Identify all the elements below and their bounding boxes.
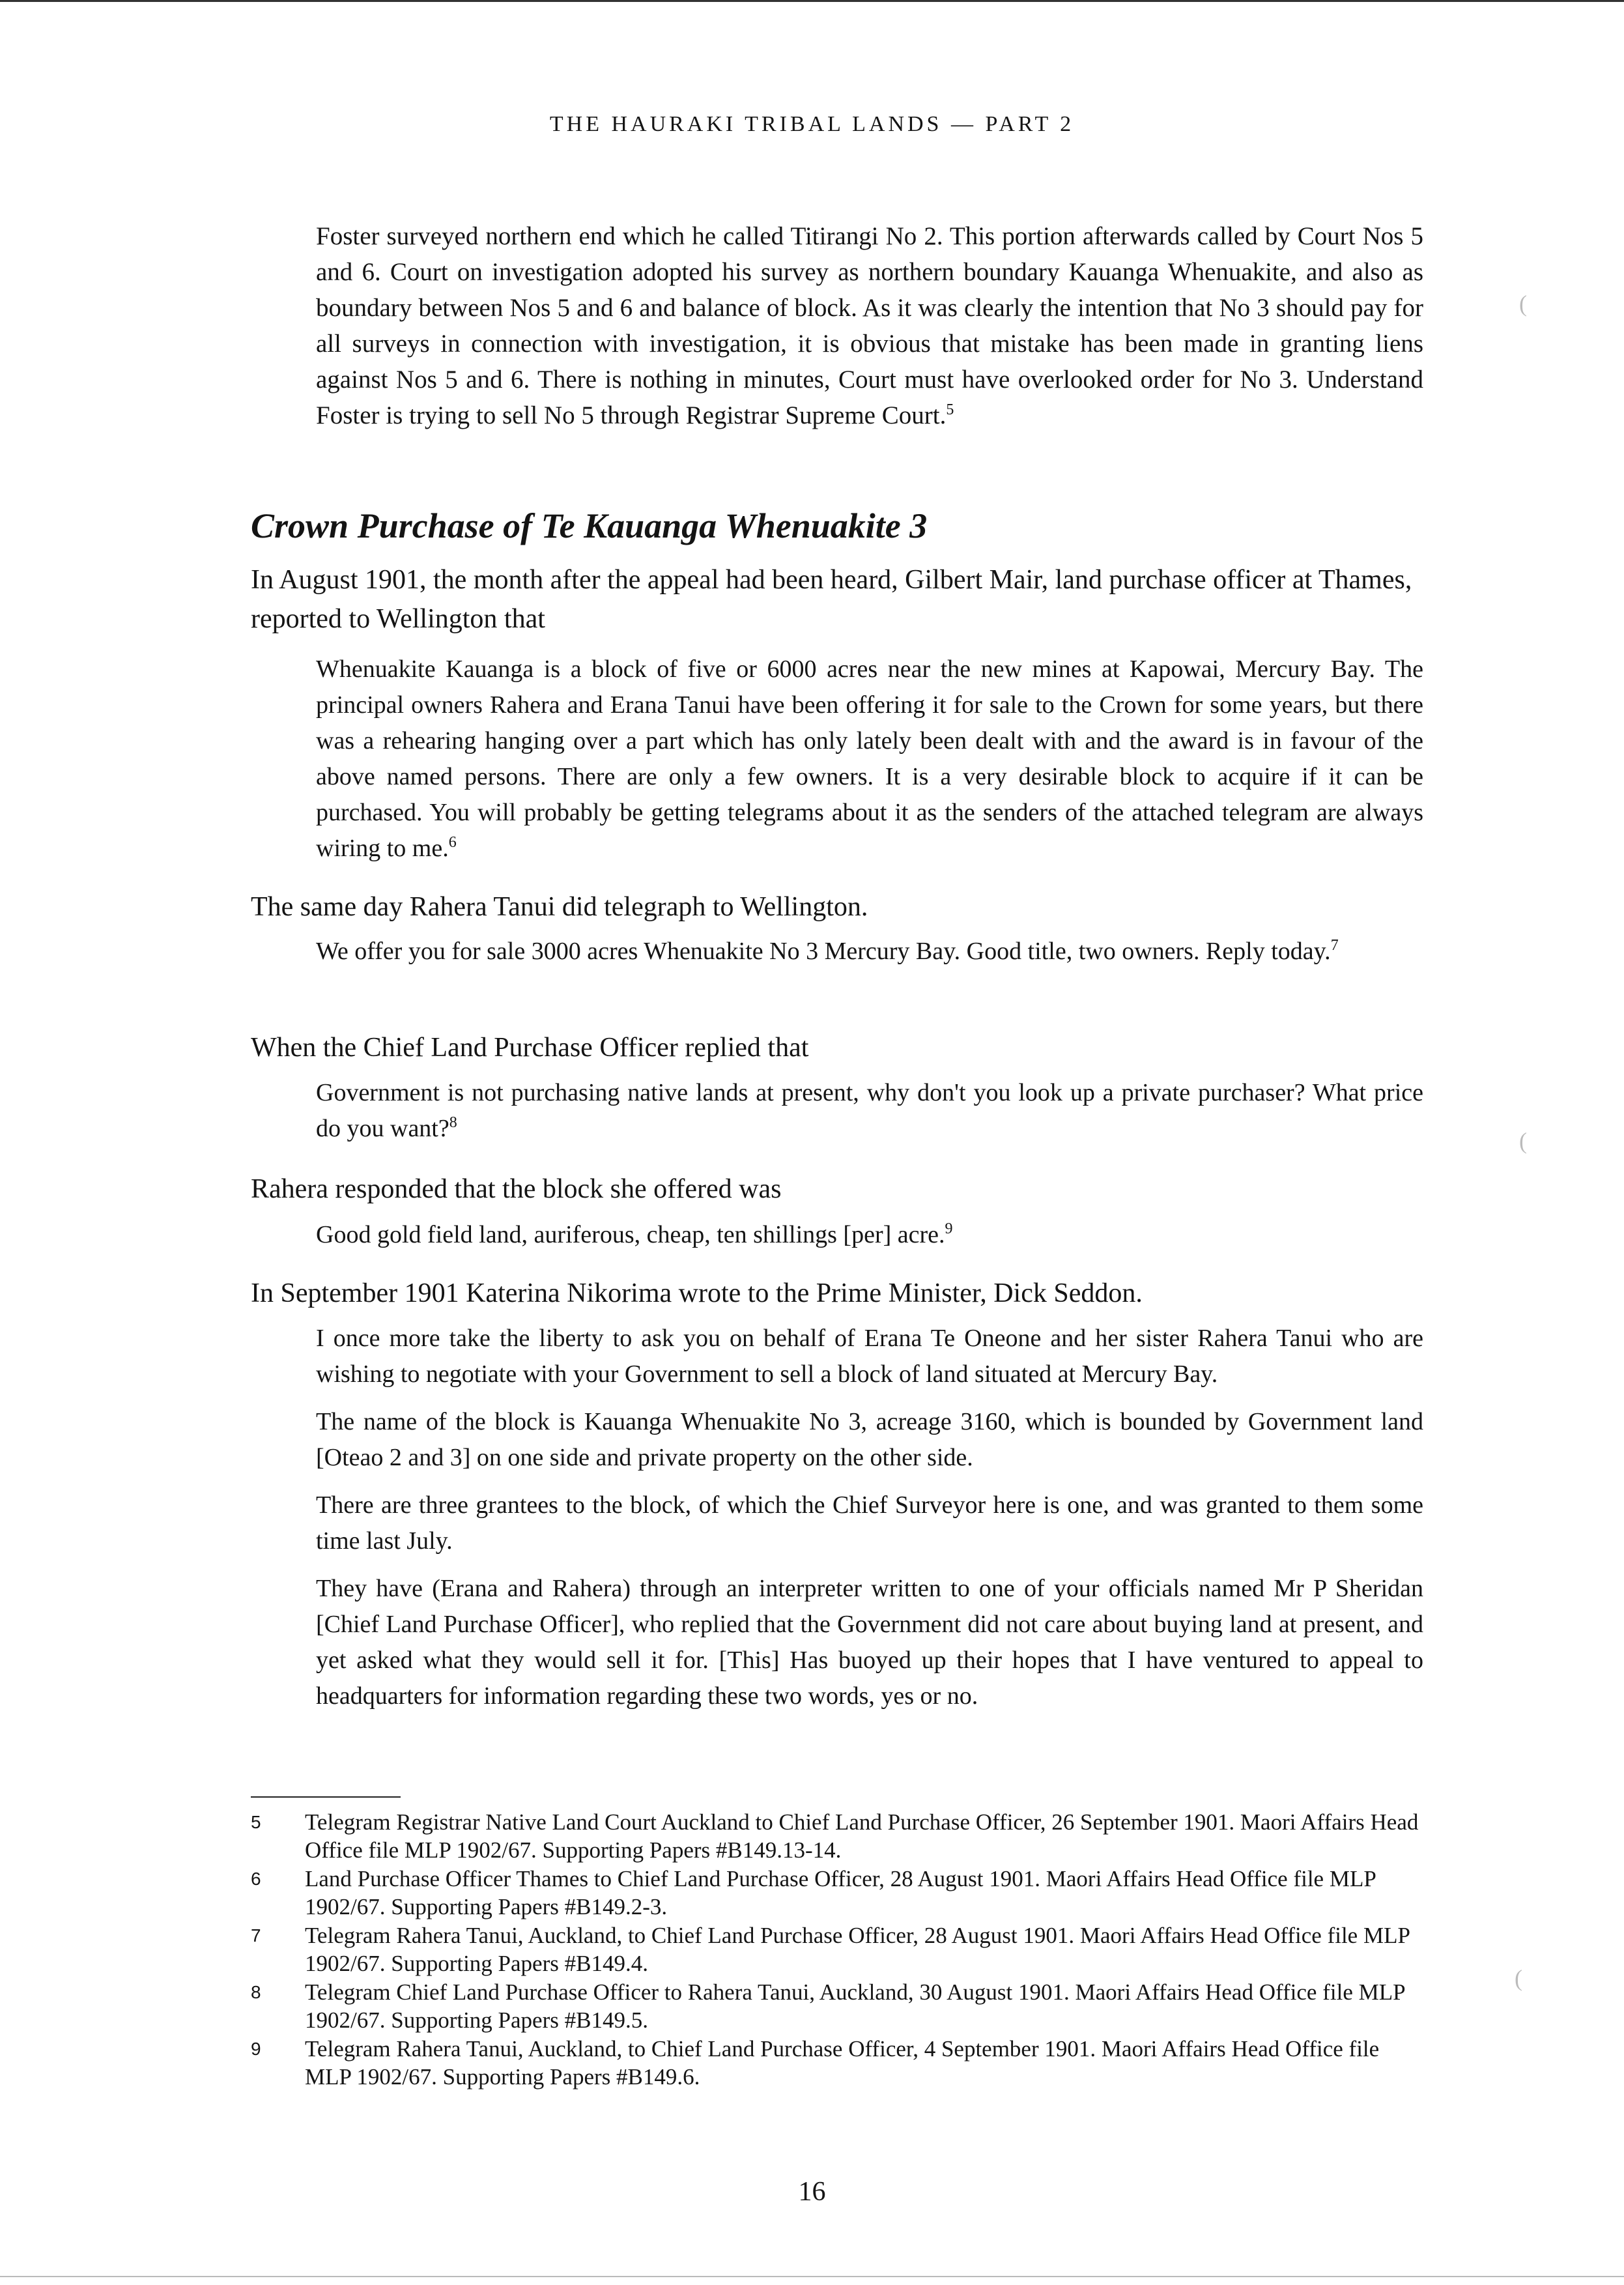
letter-quote-block — [251, 1321, 1423, 1726]
running-head: THE HAURAKI TRIBAL LANDS — PART 2 — [549, 112, 1075, 136]
footnote-text: Telegram Registrar Native Land Court Auckland to Chief Land Purchase Officer, 26 September 1901. Maori Affairs Head Office file MLP 1902/67. Supporting Papers #B149.13-14. — [305, 1809, 1419, 1863]
footnote-number: 7 — [251, 1925, 261, 1946]
letter-paragraph: I once more take the liberty to ask you on behalf of Erana Te Oneone and her sister Rahera Tanui who are wishing to negotiate with your Government to sell a block of land situated at Mercury Bay. — [316, 1325, 1423, 1388]
footnote-ref[interactable]: 9 — [945, 1220, 953, 1237]
paragraph-4 — [251, 1170, 1423, 1209]
footnote-ref[interactable]: 7 — [1330, 937, 1339, 954]
body-paragraph: Rahera responded that the block she offered was — [251, 1174, 782, 1204]
body-paragraph: When the Chief Land Purchase Officer replied that — [251, 1033, 809, 1063]
page-number: 16 — [798, 2177, 826, 2207]
letter-paragraph: There are three grantees to the block, of which the Chief Surveyor here is one, and was granted to them some time last July. — [316, 1491, 1423, 1555]
body-paragraph: In September 1901 Katerina Nikorima wrote to the Prime Minister, Dick Seddon. — [251, 1278, 1143, 1308]
footnote-number: 5 — [251, 1812, 261, 1832]
footnote — [251, 1921, 1423, 1977]
block-quote: Good gold field land, auriferous, cheap, ten shillings [per] acre.$^9$ — [316, 1220, 953, 1248]
opening-quote-block — [251, 218, 1423, 445]
footnote-ref[interactable]: 6 — [448, 834, 457, 851]
footnote-text: Telegram Rahera Tanui, Auckland, to Chief Land Purchase Officer, 28 August 1901. Maori Affairs Head Office file MLP 1902/67. Supporting Papers #B149.4. — [305, 1923, 1410, 1976]
paragraph-5 — [251, 1274, 1423, 1313]
footnote-number: 6 — [251, 1869, 261, 1889]
section-heading: Crown Purchase of Te Kauanga Whenuakite 3 — [251, 506, 928, 545]
body-paragraph: The same day Rahera Tanui did telegraph to Wellington. — [251, 892, 868, 922]
block-quote: We offer you for sale 3000 acres Whenuakite No 3 Mercury Bay. Good title, two owners. Reply today.$^7$ — [316, 937, 1339, 965]
footnote-ref[interactable]: 5 — [946, 401, 954, 418]
quote-1-block — [251, 652, 1423, 878]
footnote-separator — [251, 1796, 401, 1798]
footnote-number: 8 — [251, 1982, 261, 2002]
bottom-scan-border — [0, 2276, 1624, 2277]
margin-scan-mark: ( — [1515, 1965, 1522, 1991]
letter-paragraph: The name of the block is Kauanga Whenuakite No 3, acreage 3160, which is bounded by Government land [Oteao 2 and 3] on one side and private property on the other side. — [316, 1408, 1423, 1471]
paragraph-2 — [251, 887, 1423, 927]
footnote — [251, 2035, 1423, 2091]
footnote — [251, 1978, 1423, 2034]
block-quote: Whenuakite Kauanga is a block of five or 6000 acres near the new mines at Kapowai, Mercury Bay. The principal owners Rahera and Erana Tanui have been offering it for sale to the Crown for some years, but there was a rehearing hanging over a part which has only lately been dealt with and the award is in favour of the above named persons. There are only a few owners. It is a very desirable block to acquire if it can be purchased. You will probably be getting telegrams about it as the senders of the attached telegram are always wiring to me.$^6$ — [316, 655, 1423, 862]
body-paragraph: In August 1901, the month after the appeal had been heard, Gilbert Mair, land purchase officer at Thames, reported to Wellington that — [251, 565, 1412, 634]
paragraph-1 — [251, 560, 1423, 639]
quote-2-block — [251, 934, 1423, 981]
footnote — [251, 1865, 1423, 1921]
footnote — [251, 1808, 1423, 1864]
block-quote: Government is not purchasing native lands at present, why don't you look up a private purchaser? What price do you want?$^8$ — [316, 1079, 1423, 1142]
footnote-ref[interactable]: 8 — [449, 1114, 457, 1131]
footnotes — [251, 1808, 1423, 2091]
footnote-text: Land Purchase Officer Thames to Chief Land Purchase Officer, 28 August 1901. Maori Affairs Head Office file MLP 1902/67. Supporting Papers #B149.2-3. — [305, 1866, 1376, 1919]
quote-4-block — [251, 1217, 1423, 1265]
section-heading-block — [251, 503, 1423, 549]
footnote-text: Telegram Chief Land Purchase Officer to Rahera Tanui, Auckland, 30 August 1901. Maori Affairs Head Office file MLP 1902/67. Supporting Papers #B149.5. — [305, 1979, 1405, 2033]
footnote-text: Telegram Rahera Tanui, Auckland, to Chief Land Purchase Officer, 4 September 1901. Maori Affairs Head Office file MLP 1902/67. Supporting Papers #B149.6. — [305, 2036, 1380, 2090]
letter-paragraph: They have (Erana and Rahera) through an interpreter written to one of your officials named Mr P Sheridan [Chief Land Purchase Officer], who replied that the Government did not care about buying land at present, and yet asked what they would sell it for. [This] Has buoyed up their hopes that I have ventured to appeal to headquarters for information regarding these two words, yes or no. — [316, 1575, 1423, 1710]
margin-scan-mark: ( — [1519, 291, 1527, 317]
quote-3-block — [251, 1075, 1423, 1158]
footnote-number: 9 — [251, 2039, 261, 2059]
opening-quote: Foster surveyed northern end which he called Titirangi No 2. This portion afterwards called by Court Nos 5 and 6. Court on investigation adopted his survey as northern boundary Kauanga Whenuakite, and also as boundary between Nos 5 and 6 and balance of block. As it was clearly the intention that No 3 should pay for all surveys in connection with investigation, it is obvious that mistake has been made in granting liens against Nos 5 and 6. There is nothing in minutes, Court must have overlooked order for No 3. Understand Foster is trying to sell No 5 through Registrar Supreme Court.$^5$ — [316, 222, 1423, 429]
top-scan-border — [0, 0, 1624, 2]
paragraph-3 — [251, 1028, 1423, 1067]
margin-scan-mark: ( — [1519, 1128, 1527, 1154]
